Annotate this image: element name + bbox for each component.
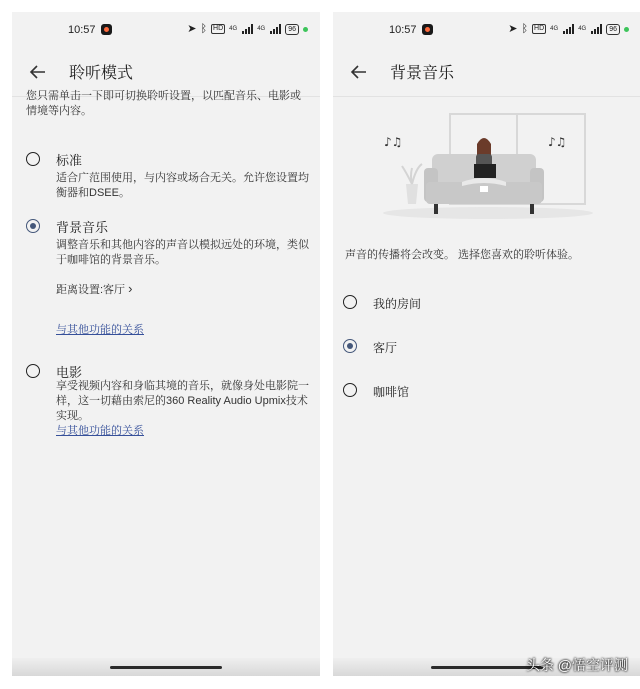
privacy-indicator-icon xyxy=(303,27,308,32)
network-type-1: 4G xyxy=(550,26,559,32)
page-title: 背景音乐 xyxy=(390,65,455,82)
radio-cafe[interactable] xyxy=(343,383,357,397)
signal-icon xyxy=(591,24,602,34)
option-title: 背景音乐 xyxy=(56,220,109,235)
background-music-screen xyxy=(333,12,640,676)
watermark: 头条 @悟空评测 xyxy=(525,657,628,673)
option-title: 电影 xyxy=(56,365,83,380)
related-functions-link[interactable]: 与其他功能的关系 xyxy=(56,425,144,437)
back-arrow-icon[interactable] xyxy=(26,60,50,84)
home-handle[interactable] xyxy=(110,666,222,669)
location-icon: ➤ xyxy=(187,23,197,35)
option-title: 标准 xyxy=(56,153,83,168)
status-bar xyxy=(12,12,320,46)
battery-icon: 96 xyxy=(285,24,299,35)
option-label: 客厅 xyxy=(373,341,398,355)
description-text: 声音的传播将会改变。 选择您喜欢的聆听体验。 xyxy=(345,249,580,261)
intro-text: 您只需单击一下即可切换聆听设置，以匹配音乐、电影或情境等内容。 xyxy=(26,90,301,117)
option-description: 适合广范围使用，与内容或场合无关。允许您设置均衡器和DSEE。 xyxy=(56,172,309,199)
back-arrow-icon[interactable] xyxy=(347,60,371,84)
radio-living-room[interactable] xyxy=(343,339,357,353)
app-notification-icon xyxy=(422,24,433,35)
option-description: 调整音乐和其他内容的声音以模拟远处的环境，类似于咖啡馆的背景音乐。 xyxy=(56,239,309,266)
bluetooth-icon: ᛒ xyxy=(521,23,529,35)
svg-text:♪♫: ♪♫ xyxy=(548,135,567,149)
svg-text:♪♫: ♪♫ xyxy=(384,135,403,149)
option-label: 咖啡馆 xyxy=(373,385,410,399)
divider xyxy=(333,96,640,97)
radio-standard[interactable] xyxy=(26,152,40,166)
radio-movie[interactable] xyxy=(26,364,40,378)
location-icon: ➤ xyxy=(508,23,518,35)
option-label: 我的房间 xyxy=(373,297,422,311)
distance-label: 距离设置:客厅 xyxy=(56,284,126,296)
living-room-illustration xyxy=(376,106,598,222)
option-description: 享受视频内容和身临其境的音乐，就像身处电影院一样，这一切藉由索尼的360 Reality Audio Upmix技术实现。 xyxy=(56,380,309,422)
page-title: 聆听模式 xyxy=(69,65,134,82)
hd-icon: HD xyxy=(534,25,545,32)
signal-icon xyxy=(270,24,281,34)
network-type-1: 4G xyxy=(229,26,238,32)
status-bar xyxy=(333,12,640,46)
app-notification-icon xyxy=(101,24,112,35)
related-functions-link[interactable]: 与其他功能的关系 xyxy=(56,324,144,336)
status-time: 10:57 xyxy=(389,24,417,36)
hd-icon: HD xyxy=(213,25,224,32)
signal-icon xyxy=(563,24,574,34)
signal-icon xyxy=(242,24,253,34)
network-type-2: 4G xyxy=(578,26,587,32)
status-time: 10:57 xyxy=(68,24,96,36)
chevron-right-icon: › xyxy=(128,281,133,296)
app-bar xyxy=(333,46,640,98)
bluetooth-icon: ᛒ xyxy=(200,23,208,35)
listening-mode-screen xyxy=(12,12,320,676)
distance-setting[interactable] xyxy=(56,281,132,297)
network-type-2: 4G xyxy=(257,26,266,32)
battery-icon: 96 xyxy=(606,24,620,35)
radio-background-music[interactable] xyxy=(26,219,40,233)
radio-my-room[interactable] xyxy=(343,295,357,309)
privacy-indicator-icon xyxy=(624,27,629,32)
navigation-bar xyxy=(12,658,320,676)
